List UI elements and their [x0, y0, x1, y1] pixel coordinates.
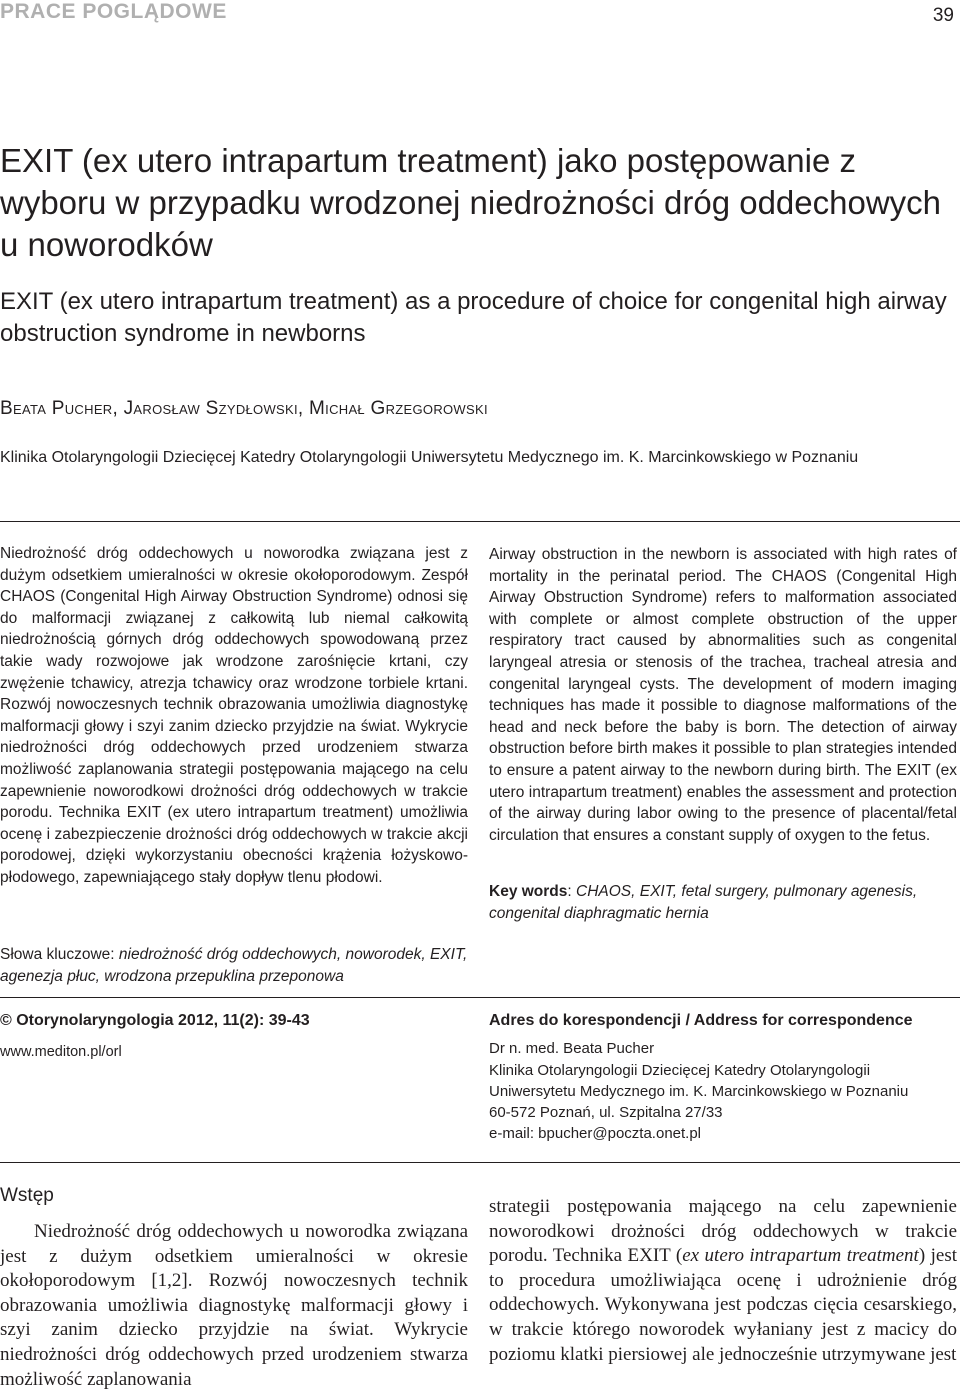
keywords-english: Key words: CHAOS, EXIT, fetal surgery, pulmonary agenesis, congenital diaphragmatic hernia — [489, 883, 918, 922]
correspondence-name: Dr n. med. Beata Pucher — [489, 1040, 655, 1057]
section-label: PRACE POGLĄDOWE — [0, 0, 227, 23]
affiliation: Klinika Otolaryngologii Dziecięcej Katedry Otolaryngologii Uniwersytetu Medycznego im. K. Marcinkowskiego w Poznaniu — [0, 449, 859, 466]
introduction-right-column — [489, 1195, 957, 1367]
article-title-english: EXIT (ex utero intrapartum treatment) as a procedure of choice for congenital high airway obstruction syndrome in newborns — [0, 288, 947, 347]
introduction-left-column: Niedrożność dróg oddechowych u noworodka związana jest z dużym odsetkiem umieralności w okresie okołoporodowym [1,2]. Rozwój nowoczesnych technik obrazowania umożliwia diagnostykę malformacji głowy i szyi zanim dziecko przyjdzie na świat. Wykrycie niedrożności dróg oddechowych przed urodzeniem stwarza możliwość zaplanowania — [0, 1221, 468, 1390]
keywords-label: Słowa kluczowe — [0, 946, 111, 963]
keywords-label: Key words — [489, 883, 568, 900]
journal-website-link[interactable]: www.mediton.pl/orl — [0, 1044, 122, 1060]
introduction-text: strategii postępowania mającego na celu zapewnienie noworodkowi drożności dróg oddechowych w trakcie porodu. Technika EXIT ( — [489, 1196, 957, 1267]
keywords-polish: Słowa kluczowe: niedrożność dróg oddechowych, noworodek, EXIT, agenezja płuc, wrodzona przepuklina przeponowa — [0, 946, 468, 985]
correspondence-heading: Adres do korespondencji / Address for correspondence — [489, 1012, 913, 1029]
introduction-italic-term: ex utero intrapartum treatment — [682, 1245, 919, 1267]
article-title-polish: EXIT (ex utero intrapartum treatment) jako postępowanie z wyboru w przypadku wrodzonej niedrożności dróg oddechowych u noworodków — [0, 142, 942, 263]
authors: Beata Pucher, Jarosław Szydłowski, Michał Grzegorowski — [0, 398, 488, 419]
correspondence-email[interactable]: e-mail: bpucher@poczta.onet.pl — [489, 1125, 702, 1142]
introduction-heading: Wstęp — [0, 1185, 54, 1206]
introduction-text: ) jest to procedura umożliwiająca ocenę i udrożnienie dróg oddechowych. Wykonywana jest podczas cięcia cesarskiego, w trakcie którego noworodek wyłaniany jest z macicy do poziomu klatki piersiowej ale jednocześnie utrzymywane jest — [489, 1245, 957, 1365]
divider-top — [0, 521, 960, 522]
page-number: 39 — [932, 5, 954, 26]
correspondence-institution: Klinika Otolaryngologii Dziecięcej Katedry Otolaryngologii — [489, 1062, 871, 1079]
divider-middle — [0, 997, 960, 998]
abstract-english: Airway obstruction in the newborn is associated with high rates of mortality in the perinatal period. The CHAOS (Congenital High Airway Obstruction Syndrome) refers to malformation associated with complete or almost complete obstruction of the upper respiratory tract caused by abnormalities such as congenital laryngeal atresia or stenosis of the trachea, tracheal atresia and congenital laryngeal cysts. The development of modern imaging techniques has made it possible to diagnose malformations of the head and neck before the baby is born. The detection of airway obstruction before birth makes it possible to plan strategies intended to ensure a patent airway to the newborn during birth. The EXIT (ex utero intrapartum treatment) enables the assessment and protection of the airway during labor owing to the presence of placental/fetal circulation that ensures a constant supply of oxygen to the fetus. — [489, 546, 957, 844]
keywords-values: niedrożność dróg oddechowych, noworodek, EXIT, agenezja płuc, wrodzona przepuklina przeponowa — [0, 946, 468, 985]
journal-citation: © Otorynolaryngologia 2012, 11(2): 39-43 — [0, 1012, 310, 1029]
correspondence-address: 60-572 Poznań, ul. Szpitalna 27/33 — [489, 1104, 723, 1121]
correspondence-institution: Uniwersytetu Medycznego im. K. Marcinkowskiego w Poznaniu — [489, 1083, 909, 1100]
abstract-polish: Niedrożność dróg oddechowych u noworodka związana jest z dużym odsetkiem umieralności w okresie okołoporodowym. Zespół CHAOS (Congenital High Airway Obstruction Syndrome) odnosi się do malformacji związanej z całkowitą lub niemal całkowitą niedrożnością górnych dróg oddechowych spowodowaną przez takie wady rozwojowe jak wrodzone zarośnięcie krtani, czy zwężenie tchawicy, atrezja tchawicy oraz wrodzone torbiele krtani. Rozwój nowoczesnych technik obrazowania umożliwia diagnostykę malformacji głowy i szyi zanim dziecko przyjdzie na świat. Wykrycie niedrożności dróg oddechowych przed urodzeniem stwarza możliwość zaplanowania strategii postępowania mającego na celu zapewnienie noworodkowi drożności dróg oddechowych w trakcie porodu. Technika EXIT (ex utero intrapartum treatment) umożliwia ocenę i zabezpieczenie drożności dróg oddechowych w trakcie akcji porodowej, dzięki wykorzystaniu obecności krążenia łożyskowo-płodowego, zapewniającego stały dopływ tlenu płodowi. — [0, 545, 468, 886]
divider-bottom — [0, 1162, 960, 1163]
keywords-values: CHAOS, EXIT, fetal surgery, pulmonary agenesis, congenital diaphragmatic hernia — [489, 883, 918, 922]
